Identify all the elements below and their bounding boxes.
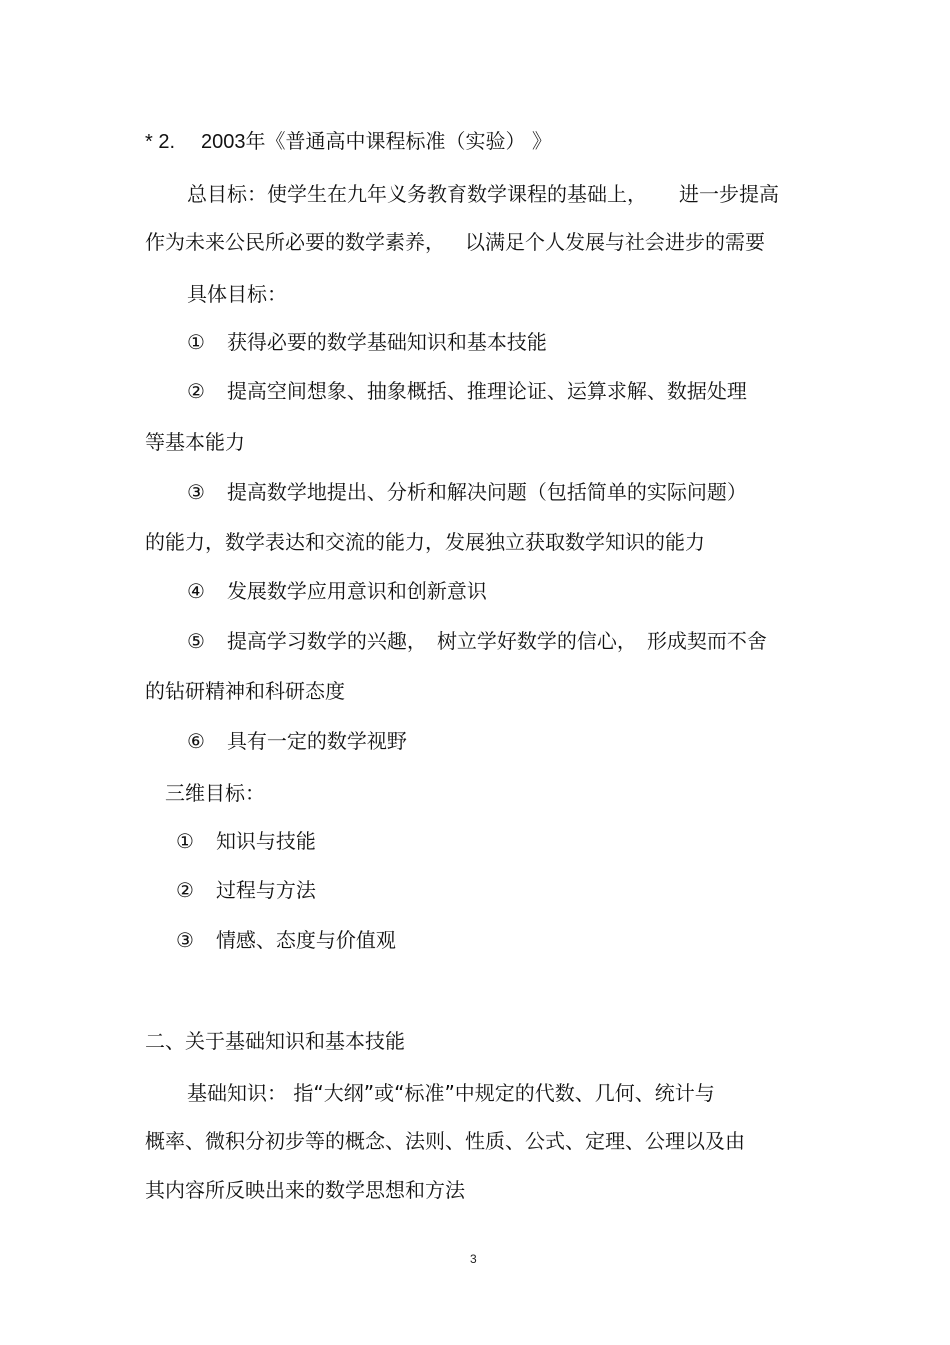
overall-goal-line-2: 作为未来公民所必要的数学素养， 以满足个人发展与社会进步的需要 xyxy=(145,230,765,254)
item-marker: ④ xyxy=(187,579,205,603)
three-dim-goal-item-1: ① 知识与技能 xyxy=(176,829,316,853)
page-number: 3 xyxy=(470,1252,477,1266)
specific-goal-item-2-cont: 等基本能力 xyxy=(145,430,245,454)
section-2-para-line-2: 概率、微积分初步等的概念、法则、性质、公式、定理、公理以及由 xyxy=(145,1129,745,1153)
three-dim-goals-label: 三维目标： xyxy=(165,781,265,805)
item-marker: ② xyxy=(187,379,205,403)
item-marker: ⑤ xyxy=(187,629,205,653)
section-2-title: 二、关于基础知识和基本技能 xyxy=(145,1029,405,1053)
item-marker: ③ xyxy=(187,480,205,504)
specific-goal-item-1: ① 获得必要的数学基础知识和基本技能 xyxy=(187,330,547,354)
three-dim-goal-item-3: ③ 情感、态度与价值观 xyxy=(176,928,396,952)
item-marker: ② xyxy=(176,878,194,902)
item-marker: ① xyxy=(187,330,205,354)
section-2-para-line-1: 基础知识： 指“大纲”或“标准”中规定的代数、几何、统计与 xyxy=(187,1081,715,1105)
item-marker: ③ xyxy=(176,928,194,952)
specific-goal-item-4: ④ 发展数学应用意识和创新意识 xyxy=(187,579,487,603)
specific-goal-item-3-cont: 的能力，数学表达和交流的能力，发展独立获取数学知识的能力 xyxy=(145,530,705,554)
specific-goals-label: 具体目标： xyxy=(187,282,287,306)
specific-goal-item-5-cont: 的钻研精神和科研态度 xyxy=(145,679,345,703)
overall-goal-line-1: 总目标：使学生在九年义务教育数学课程的基础上， 进一步提高 xyxy=(187,182,779,206)
specific-goal-item-6: ⑥ 具有一定的数学视野 xyxy=(187,729,407,753)
section-heading xyxy=(145,129,552,154)
specific-goal-item-5: ⑤ 提高学习数学的兴趣， 树立学好数学的信心， 形成契而不舍 xyxy=(187,629,767,653)
specific-goal-item-3: ③ 提高数学地提出、分析和解决问题（包括简单的实际问题） xyxy=(187,480,747,504)
heading-year: 2003 xyxy=(201,131,246,153)
three-dim-goal-item-2: ② 过程与方法 xyxy=(176,878,316,902)
heading-prefix: * 2. xyxy=(145,131,176,153)
item-marker: ① xyxy=(176,829,194,853)
heading-title: 年《普通高中课程标准（实验） 》 xyxy=(245,129,552,153)
section-2-para-line-3: 其内容所反映出来的数学思想和方法 xyxy=(145,1178,465,1202)
item-marker: ⑥ xyxy=(187,729,205,753)
specific-goal-item-2: ② 提高空间想象、抽象概括、推理论证、运算求解、数据处理 xyxy=(187,379,747,403)
